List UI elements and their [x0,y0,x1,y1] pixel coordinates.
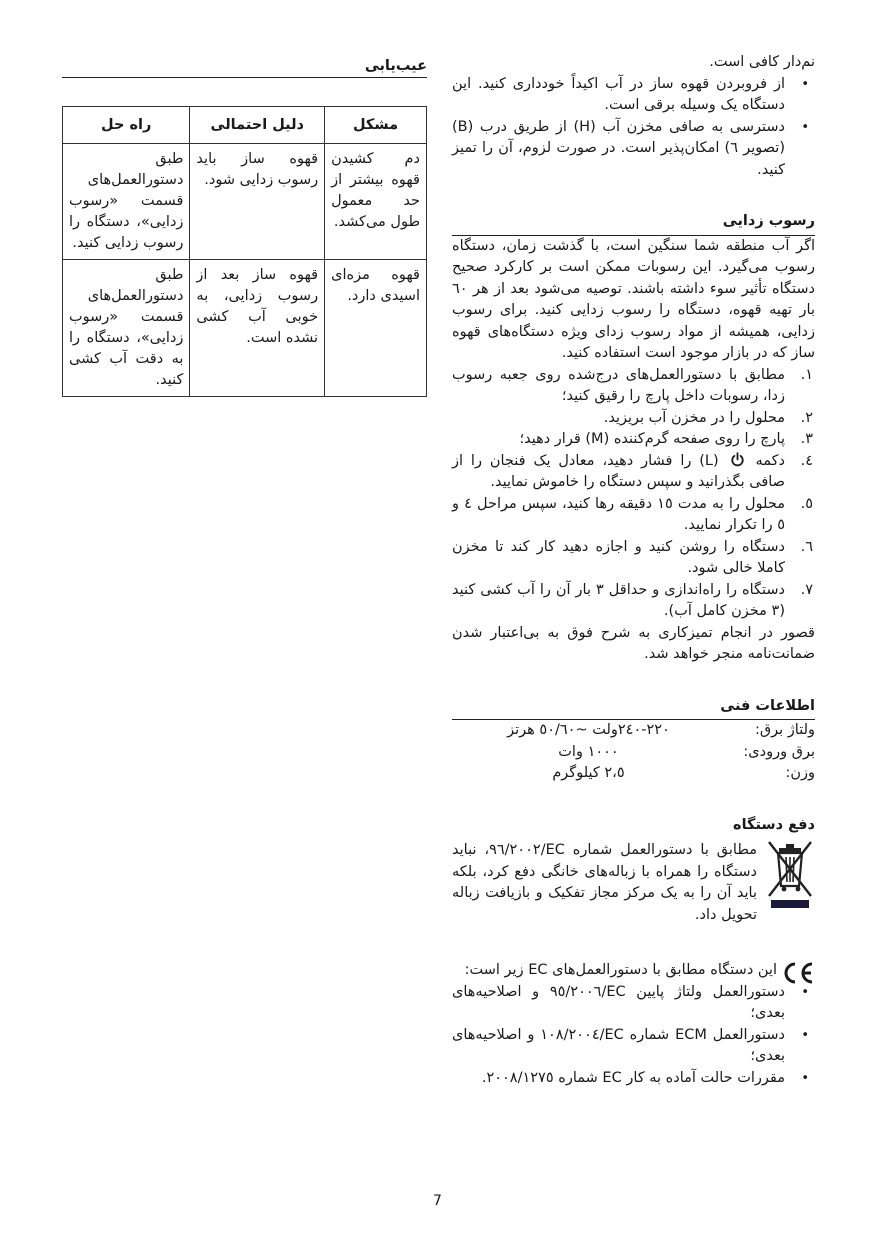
spec-label: برق ورودی: [743,743,815,760]
cell-problem: قهوه مزه‌ای اسیدی دارد. [325,260,427,397]
list-item: • دستورالعمل ولتاژ پایین EC/٩٥/٢٠٠٦ و اصلاحیه‌های بعدی؛ [452,982,815,1025]
table-header-row [63,107,427,144]
main-column [452,52,815,1089]
step-text: محلول را به مدت ١٥ دقیقه رها کنید، سپس مراحل ٤ و ٥ را تکرار نمایید. [452,495,785,533]
spec-value: ٢٢٠-٢٤٠ولت ~٥٠/٦٠ هرتز [507,722,670,738]
step-number: ٣. [800,431,813,447]
list-item: • مقررات حالت آماده به کار EC شماره ٢٠٠٨/١٢٧٥. [452,1068,815,1090]
disposal-text: مطابق با دستورالعمل شماره EC/٩٦/٢٠٠٢، نباید دستگاه را همراه با زباله‌های خانگی دفع کرد، بلکه باید آن را به یک مرکز مجاز تفکیک و بازیافت زباله تحویل داد. [452,842,757,923]
step-text: پارچ را روی صفحه گرم‌کننده (M) قرار دهید؛ [519,431,785,447]
power-icon [730,452,745,467]
step-text: دکمه [755,452,786,469]
step-text: دستگاه را روشن کنید و اجازه دهید کار کند تا مخزن کاملا خالی شود. [452,538,785,576]
cell-problem: دم کشیدن قهوه بیشتر از حد معمول طول می‌کشد. [325,144,427,260]
spec-value: ١٠٠٠ وات [558,743,619,760]
table-row [63,144,427,260]
spec-label: وزن: [785,765,815,781]
page-number: 7 [433,1193,442,1209]
step-text: مطابق با دستورالعمل‌های درج‌شده روی جعبه رسوب زدا، رسوبات داخل پارچ را رقیق کنید؛ [452,366,785,404]
header-problem: مشکل [325,107,427,144]
list-item: • دسترسی به صافی مخزن آب (H) از طریق درب (B) (تصویر ٦) امکان‌پذیر است. در صورت لزوم، آن را تمیز کنید. [452,117,815,182]
step-text: دستگاه را راه‌اندازی و حداقل ٣ بار آن را آب کشی کنید (٣ مخزن کامل آب). [452,581,785,619]
table-row [63,260,427,397]
step-number: ٢. [800,409,813,426]
spec-label: ولتاژ برق: [755,722,815,738]
header-solution: راه حل [63,107,190,144]
list-item: • از فروبردن قهوه ساز در آب اکیداً خودداری کنید. این دستگاه یک وسیله برقی است. [452,74,815,117]
conformity-intro [452,960,815,982]
spec-row [452,763,815,785]
disposal-heading: دفع دستگاه [733,816,815,833]
cell-cause: قهوه ساز باید رسوب زدایی شود. [190,144,325,260]
step-number: ١. [800,366,813,383]
list-item [452,537,815,580]
cell-solution: طبق دستورالعمل‌های قسمت «رسوب زدایی»، دستگاه را رسوب زدایی کنید. [63,144,190,260]
descaling-heading: رسوب زدایی [452,211,815,236]
spec-row [452,720,815,742]
step-number: ٤. [800,452,813,469]
list-item: • دستورالعمل ECM شماره EC/١٠٨/٢٠٠٤ و اصلاحیه‌های بعدی؛ [452,1025,815,1068]
continuation-line: نم‌دار کافی است. [709,54,815,70]
list-item [452,408,815,430]
list-item [452,365,815,408]
step-number: ٦. [800,538,813,555]
descaling-intro: اگر آب منطقه شما سنگین است، با گذشت زمان، دستگاه رسوب می‌گیرد. این رسوبات ممکن است بر کارکرد صحیح دستگاه تأثیر سوء داشته باشند. توصیه می‌شود بعد از هر ٦٠ بار تهیه قهوه، دستگاه را رسوب زدایی کنید. برای رسوب زدایی، همیشه از مواد رسوب زدای ویژه دستگاه‌های قهوه ساز که در بازار موجود است استفاده کنید. [452,237,815,361]
conformity-intro-text: این دستگاه مطابق با دستورالعمل‌های EC زیر است: [464,962,777,978]
list-item [452,580,815,623]
spec-value: ٢،٥ کیلوگرم [552,765,625,781]
troubleshooting-heading: عیب‌یابی [62,58,427,78]
list-item [452,429,815,451]
list-item [452,494,815,537]
cell-cause: قهوه ساز بعد از رسوب زدایی، به خوبی آب کشی نشده است. [190,260,325,397]
list-item [452,451,815,494]
step-text: (L) را فشار دهید، معادل یک فنجان را از صافی بگذرانید و سپس دستگاه را خاموش نمایید. [452,452,785,490]
disposal-block [452,840,815,930]
warranty-warning: قصور در انجام تمیزکاری به شرح فوق به بی‌اعتبار شدن ضمانت‌نامه منجر خواهد شد. [452,624,815,662]
header-cause: دلیل احتمالی [190,107,325,144]
step-number: ٧. [800,581,813,598]
step-number: ٥. [800,495,813,512]
specs-heading: اطلاعات فنی [452,696,815,721]
troubleshooting-table [62,106,427,397]
crossed-bin-icon [765,840,815,912]
cell-solution: طبق دستورالعمل‌های قسمت «رسوب زدایی»، دستگاه را به دقت آب کشی کنید. [63,260,190,397]
troubleshooting-section [62,58,427,397]
spec-row [452,742,815,764]
step-text: محلول را در مخزن آب بریزید. [603,409,785,426]
